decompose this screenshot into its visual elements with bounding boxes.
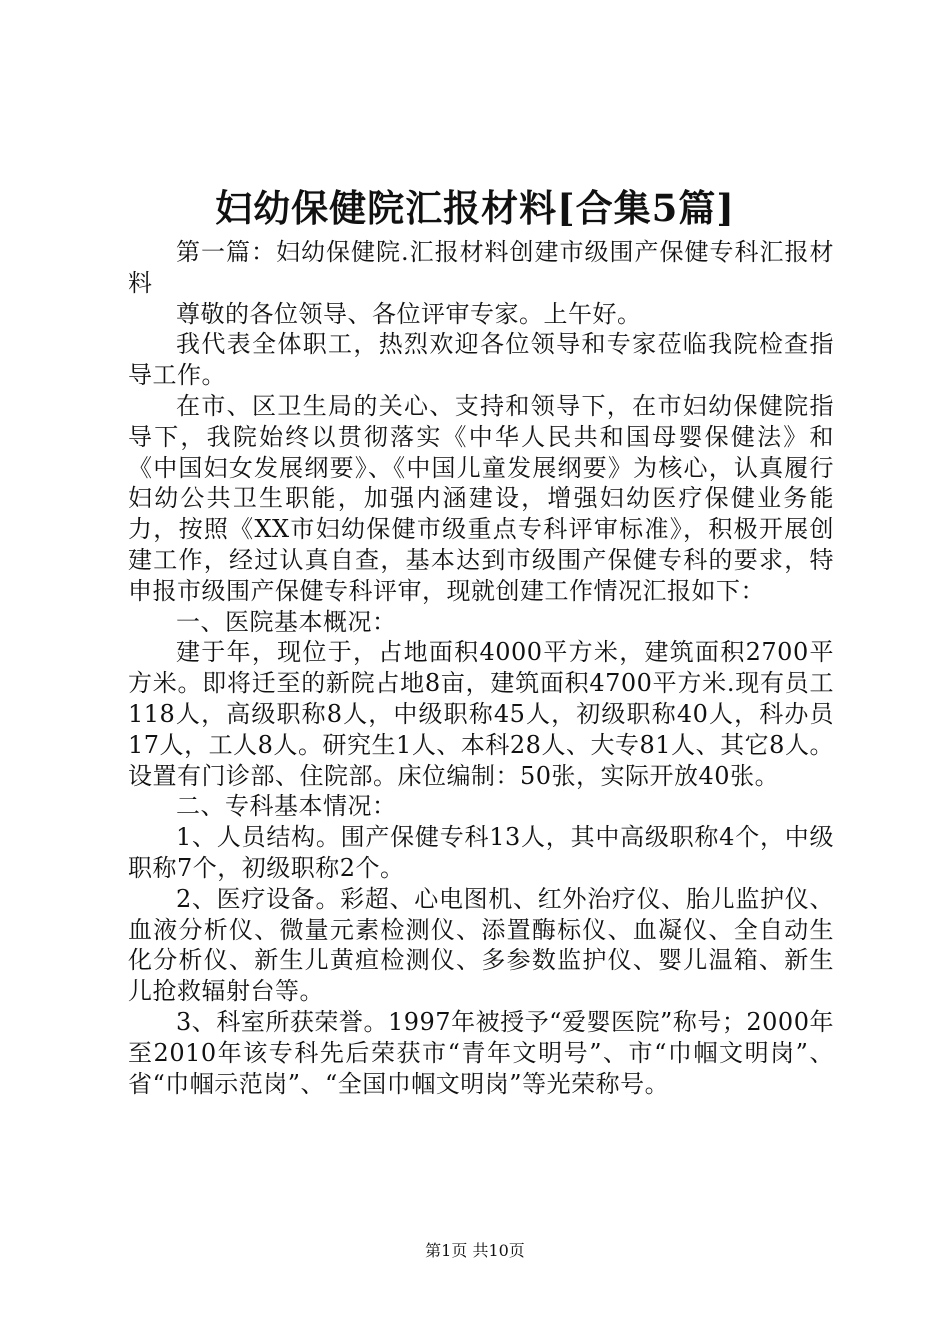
paragraph: 我代表全体职工，热烈欢迎各位领导和专家莅临我院检查指导工作。 (128, 330, 834, 390)
paragraph: 尊敬的各位领导、各位评审专家。上午好。 (176, 299, 642, 328)
section-heading: 二、专科基本情况： (176, 792, 397, 821)
paragraph: 第一篇：妇幼保健院.汇报材料创建市级围产保健专科汇报材料 (128, 238, 834, 297)
paragraph: 建于年，现位于，占地面积4000平方米，建筑面积2700平方米。即将迁至的新院占地8亩，建筑面积4700平方米.现有员工118人，高级职称8人，中级职称45人，初级职称40人，科办员17人，工人8人。研究生1人、本科28人、大专81人、其它8人。设置有门诊部、住院部。床位编制：50张，实际开放40张。 (128, 638, 834, 790)
paragraph: 1、人员结构。围产保健专科13人，其中高级职称4个，中级职称7个，初级职称2个。 (128, 823, 834, 882)
section-heading: 一、医院基本概况： (176, 607, 397, 636)
document-body (128, 237, 834, 1099)
paragraph: 2、医疗设备。彩超、心电图机、红外治疗仪、胎儿监护仪、血液分析仪、微量元素检测仪、添置酶标仪、血凝仪、全自动生化分析仪、新生儿黄疸检测仪、多参数监护仪、婴儿温箱、新生儿抢救辐射台等。 (128, 884, 834, 1006)
page-footer: 第1页 共10页 (425, 1241, 525, 1260)
paragraph: 3、科室所获荣誉。1997年被授予“爱婴医院”称号；2000年至2010年该专科先后荣获市“青年文明号”、市“巾帼文明岗”、省“巾帼示范岗”、“全国巾帼文明岗”等光荣称号。 (128, 1007, 834, 1098)
paragraph: 在市、区卫生局的关心、支持和领导下，在市妇幼保健院指导下，我院始终以贯彻落实《中华人民共和国母婴保健法》和《中国妇女发展纲要》、《中国儿童发展纲要》为核心，认真履行妇幼公共卫生职能，加强内涵建设，增强妇幼医疗保健业务能力，按照《XX市妇幼保健市级重点专科评审标准》，积极开展创建工作，经过认真自查，基本达到市级围产保健专科的要求，特申报市级围产保健专科评审，现就创建工作情况汇报如下： (128, 391, 834, 605)
document-title: 妇幼保健院汇报材料[合集5篇] (215, 186, 735, 230)
